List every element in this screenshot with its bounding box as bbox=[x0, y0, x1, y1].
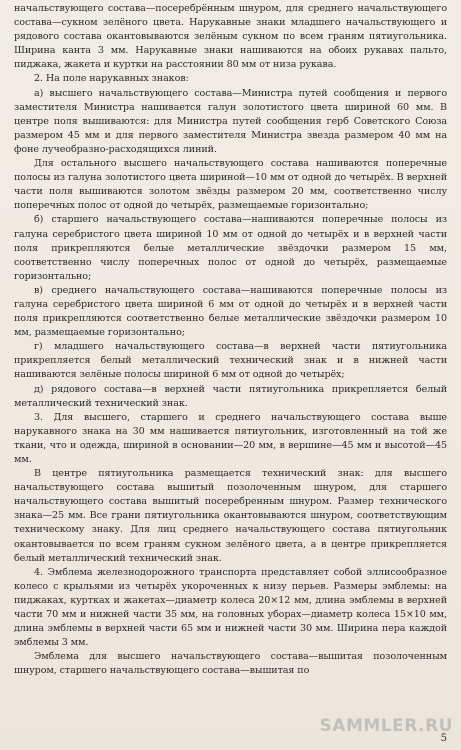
paragraph-other-senior: Для остального высшего начальствующего состава нашиваются поперечные полосы из галуна золотистого цвета шириной—10 мм от одной до четырёх. В верхней части поля вышиваются золотом звёзды размером 20 мм, соответственно числу поперечных полос от одной до четырёх, размещаемые горизонтально; bbox=[14, 158, 447, 212]
page-number: 5 bbox=[440, 733, 447, 744]
paragraph-item-a: а) высшего начальствующего состава—Министра путей сообщения и первого заместителя Министра нашивается галун золотистого цвета шириной 60 мм. В центре поля вышиваются: для Министра путей сообщения герб Советского Союза размером 45 мм и для первого заместителя Министра звезда размером 40 мм на фоне лучеобразно-расходящихся линий. bbox=[14, 87, 447, 155]
paragraph-item-g: г) младшего начальствующего состава—в верхней части пятиугольника прикрепляется белый металлический технический знак и в нижней части нашиваются зелёные полосы шириной 6 мм от одной до четырёх; bbox=[14, 341, 447, 381]
paragraph-technical-sign: В центре пятиугольника размещается технический знак: для высшего начальствующего состава вышитый позолоченным шнуром, для старшего начальствующего состава вышитый посеребренным шнуром. Размер технического знака—25 мм. Все грани пятиугольника окантовываются шнуром, соответствующим техническому знаку. Для лиц среднего начальствующего состава пятиугольник окантовывается по всем граням сукном зелёного цвета, а в центре прикрепляется белый металлический технический знак. bbox=[14, 468, 447, 564]
paragraph-item-4: 4. Эмблема железнодорожного транспорта представляет собой эллисообразное колесо с крыльями из четырёх укороченных к низу перьев. Размеры эмблемы: на пиджаках, куртках и жакетах—диаметр колеса 20×12 мм, длина эмблемы в верхней части 70 мм и нижней части 35 мм, на головных уборах—диаметр колеса 15×10 мм, длина эмблемы в верхней части 65 мм и нижней части 30 мм. Ширина пера каждой эмблемы 3 мм. bbox=[14, 566, 447, 649]
paragraph-item-d: д) рядового состава—в верхней части пятиугольника прикрепляется белый металлический технический знак. bbox=[14, 383, 447, 409]
body-text bbox=[14, 2, 447, 679]
paragraph-item-v: в) среднего начальствующего состава—нашиваются поперечные полосы из галуна серебристого цвета шириной 6 мм от одной до четырёх и в верхней части поля прикрепляются соответственно белые металлические звёздочки размером 10 мм, размещаемые горизонтально; bbox=[14, 284, 447, 339]
paragraph-item-b: б) старшего начальствующего состава—нашиваются поперечные полосы из галуна серебристого цвета шириной 10 мм от одной до четырёх и в верхней части поля прикрепляются белые металлические звёздочки размером 15 мм, соответственно числу поперечных полос от одной до четырёх, размещаемые горизонтально; bbox=[14, 214, 447, 282]
paragraph-continuation: начальствующего состава—посеребрённым шнуром, для среднего начальствующего состава—сукном зелёного цвета. Нарукавные знаки младшего начальствующего и рядового состава окантовываются зелёным сукном по всем граням пятиугольника. Ширина канта 3 мм. Нарукавные знаки нашиваются на обоих рукавах пальто, пиджака, жакета и куртки на расстоянии 80 мм от низа рукава. bbox=[14, 3, 447, 71]
paragraph-emblem: Эмблема для высшего начальствующего состава—вышитая позолоченным шнуром, старшего начальствующего состава—вышитая по bbox=[14, 651, 447, 677]
watermark: SAMMLER.RU bbox=[319, 716, 453, 736]
paragraph-item-3: 3. Для высшего, старшего и среднего начальствующего состава выше нарукавного знака на 30 мм нашивается пятиугольник, изготовленный на той же ткани, что и одежда, шириной в основании—20 мм, в вершине—45 мм и высотой—45 мм. bbox=[14, 411, 447, 465]
paragraph-item-2: 2. На поле нарукавных знаков: bbox=[34, 73, 189, 85]
